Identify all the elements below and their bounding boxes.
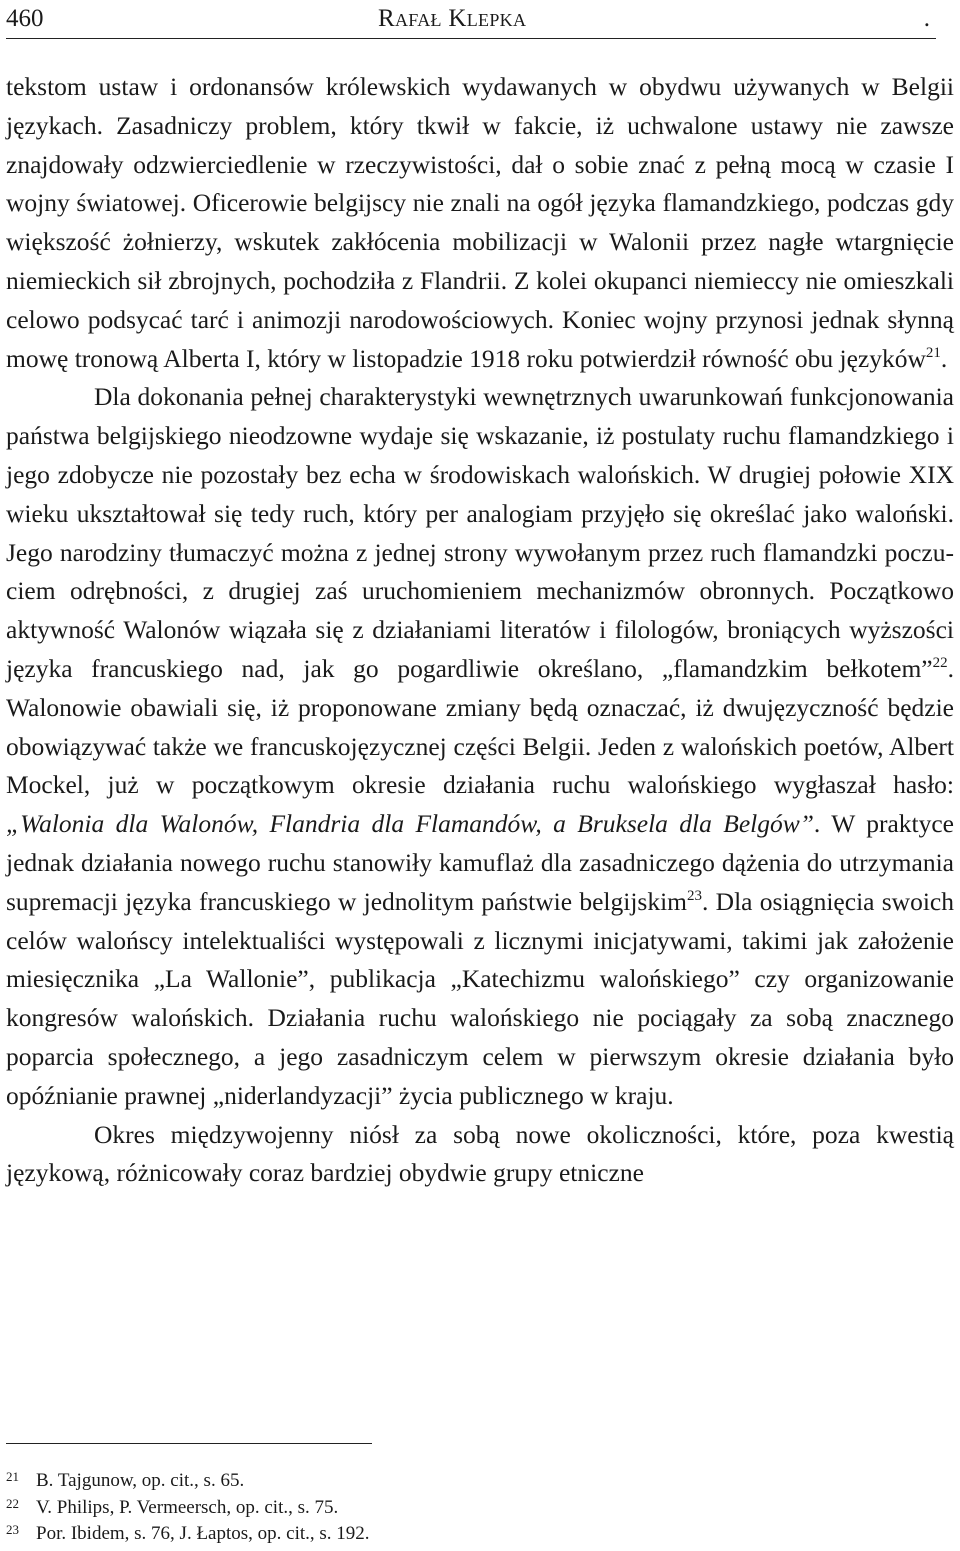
footnote-ref: 21 xyxy=(925,344,941,361)
paragraph-text: . Walonowie obawiali się, iż proponowane zmiany będą oznaczać, iż dwujęzyczność będzie obowiązywać także we francuskojęzycznej części Belgii. Jeden z walońskich poetów, Albert Mockel, już w początkowym okresie działania ruchu walońskiego wygłaszał hasło: xyxy=(6,653,954,800)
running-head-mark: . xyxy=(923,5,930,32)
footnote-text: B. Tajgunow, op. cit., s. 65. xyxy=(36,1470,245,1491)
paragraph-p1 xyxy=(6,68,954,378)
footnote-item xyxy=(6,1468,906,1495)
footnote-text: V. Philips, P. Vermeersch, op. cit., s. 75. xyxy=(36,1496,339,1518)
paragraph-text: . xyxy=(940,343,948,373)
footnotes xyxy=(6,1468,906,1548)
footnote-number: 21 xyxy=(6,1469,19,1484)
quoted-slogan: „Walonia dla Walonów, Flandria dla Flamandów, a Bruksela dla Belgów” xyxy=(6,809,814,839)
page-number: 460 xyxy=(6,5,44,32)
paragraph-text: tekstom ustaw i ordonansów królewskich wydawanych w obydwu używanych w Belgii językach. Zasadniczy problem, który tkwił w fakcie, iż uchwalone ustawy nie zawsze znajdowały odzwierciedlenie w rzeczywistości, dał o sobie znać z pełną mocą w czasie I wojny światowej. Oficerowie belgijscy nie znali na ogół języka flamandzkiego, podczas gdy większość żołnierzy, wskutek zakłócenia mobilizacji w Walonii przez nagłe wtargnięcie niemieckich sił zbrojnych, pochodziła z Flandrii. Z kolei okupanci niemieccy nie omieszkali celowo podsycać tarć i animozji narodowościowych. Koniec wojny przynosi jednak słynną mowę tronową Alberta I, który w listopadzie 1918 roku potwierdził równość obu języków xyxy=(6,72,954,373)
footnote-number: 23 xyxy=(6,1522,19,1537)
paragraph-p3 xyxy=(6,1116,954,1194)
running-head-author: Rafał Klepka xyxy=(378,5,527,32)
paragraph-text: Okres międzywojenny niósł za sobą nowe okoliczności, które, poza kwestią językową, różnicowały coraz bardziej obydwie grupy etniczne xyxy=(6,1119,954,1188)
paragraph-text: . Dla osiągnięcia swoich celów walońscy intelektualiści występowali z licznymi inicjatywami, takimi jak założenie miesięcznika „La Wallonie”, publikacja „Katechizmu walońskiego” czy organizowanie kongresów walońskich. Działania ruchu walońskiego nie pociągały za sobą znacznego poparcia społecznego, a jego zasadniczym celem w pierwszym okresie działania było opóźnianie prawnej „niderlandyzacji” życia publicznego w kraju. xyxy=(6,886,954,1110)
running-header xyxy=(6,2,936,39)
footnote-ref: 23 xyxy=(687,887,703,904)
footnote-item xyxy=(6,1521,906,1548)
paragraph-text: . W praktyce jednak działania nowego ruchu stanowiły kamuflaż dla zasadniczego dążenia do utrzymania supremacji języka francuskiego w jednolitym państwie belgijskim xyxy=(6,809,954,916)
footnote-number: 22 xyxy=(6,1495,19,1511)
footnote-ref: 22 xyxy=(932,654,948,671)
footnote-text: Por. Ibidem, s. 76, J. Łaptos, op. cit., s. 192. xyxy=(36,1523,370,1544)
footnote-item xyxy=(6,1495,906,1522)
paragraph-text: Dla dokonania pełnej charakterystyki wewnętrznych uwarunkowań funkcjonowania państwa belgijskiego nieodzowne wydaje się wskazanie, iż postulaty ruchu flamandzkiego i jego zdobycze nie pozostały bez echa w środowiskach walońskich. W drugiej połowie XIX wieku ukształtował się tedy ruch, który per analogiam przyjęło się określać jako waloński. Jego narodziny tłumaczyć można z jednej strony wywołanym przez ruch flamandzki poczuciem odrębności, z drugiej zaś uruchomieniem mechanizmów obronnych. Początkowo aktywność Walonów wiązała się z działaniami literatów i filologów, broniących wyższości języka francuskiego nad, jak go pogardliwie określano, „flamandzkim bełkotem” xyxy=(6,382,954,683)
paragraph-p2 xyxy=(6,378,954,1115)
footnote-separator xyxy=(6,1443,372,1444)
main-text xyxy=(6,68,954,1193)
